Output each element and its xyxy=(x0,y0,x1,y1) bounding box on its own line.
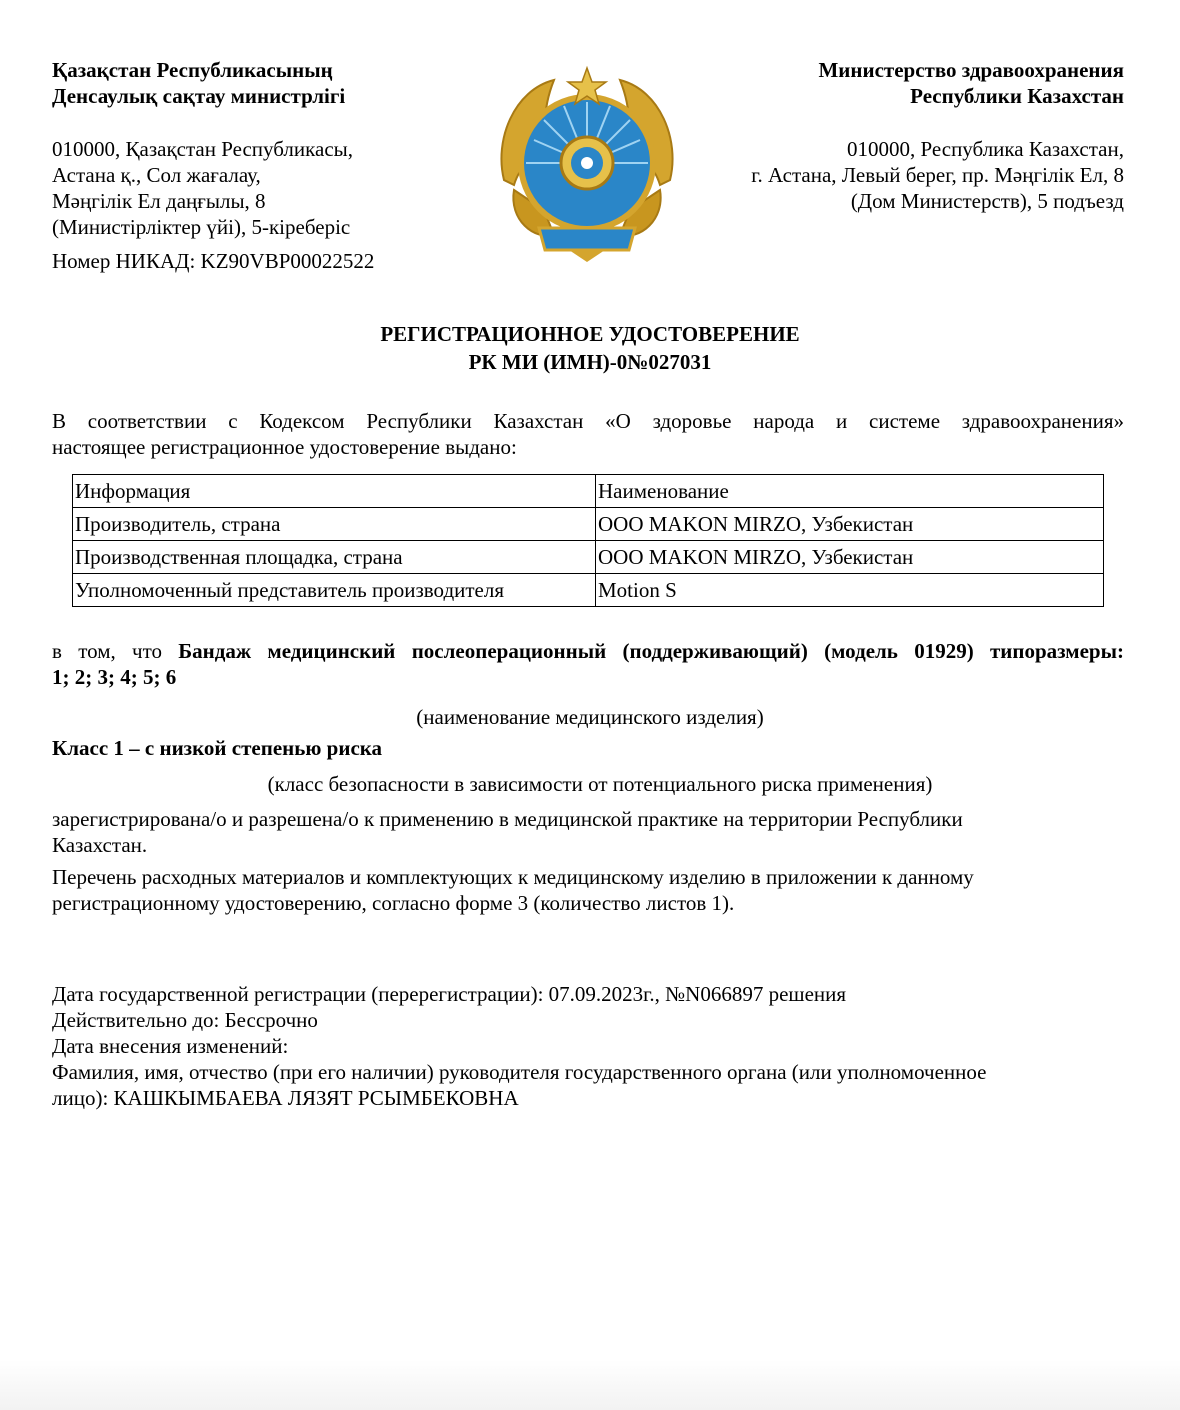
ru-ministry-name-line2: Республики Казахстан xyxy=(910,84,1124,108)
device-line1 xyxy=(52,638,1124,664)
info-table xyxy=(72,474,1104,607)
table-cell: ООО MAKON MIRZO, Узбекистан xyxy=(596,508,1104,541)
intro-line2: настоящее регистрационное удостоверение выдано: xyxy=(52,435,517,459)
nikad-number: Номер НИКАД: KZ90VBP00022522 xyxy=(52,249,375,273)
consumables-paragraph xyxy=(52,864,1124,916)
head-name-line1: Фамилия, имя, отчество (при его наличии) руководителя государственного органа (или уполномоченное xyxy=(52,1060,987,1084)
kz-address-line3: Мәңгілік Ел даңғылы, 8 xyxy=(52,189,266,213)
table-cell: Уполномоченный представитель производителя xyxy=(73,574,596,607)
ru-address-line1: 010000, Республика Казахстан, xyxy=(847,137,1124,161)
intro-paragraph xyxy=(52,408,1124,460)
table-cell: Производственная площадка, страна xyxy=(73,541,596,574)
table-row xyxy=(73,541,1104,574)
registration-line2: Казахстан. xyxy=(52,833,148,857)
registration-line1: зарегистрирована/о и разрешена/о к применению в медицинской практике на территории Республики xyxy=(52,807,963,831)
page-bottom-shade xyxy=(0,1360,1180,1410)
kz-ministry-name-line2: Денсаулық сақтау министрлігі xyxy=(52,84,346,108)
device-paragraph xyxy=(52,638,1124,690)
valid-until: Действительно до: Бессрочно xyxy=(52,1008,318,1032)
kz-address-line2: Астана қ., Сол жағалау, xyxy=(52,163,261,187)
intro-line1: В соответствии с Кодексом Республики Казахстан «О здоровье народа и системе здравоохранения» xyxy=(52,409,1124,433)
table-cell: Информация xyxy=(73,475,596,508)
changes-date: Дата внесения изменений: xyxy=(52,1034,289,1058)
risk-class: Класс 1 – с низкой степенью риска xyxy=(52,736,383,760)
ru-ministry-name-line1: Министерство здравоохранения xyxy=(818,58,1124,82)
kz-address-line1: 010000, Қазақстан Республикасы, xyxy=(52,137,354,161)
consumables-line2: регистрационному удостоверению, согласно форме 3 (количество листов 1). xyxy=(52,891,735,915)
right-header xyxy=(751,57,1124,214)
device-prefix: в том, что xyxy=(52,639,179,663)
kz-ministry-name-line1: Қазақстан Республикасының xyxy=(52,58,333,82)
table-cell: Производитель, страна xyxy=(73,508,596,541)
device-caption: (наименование медицинского изделия) xyxy=(416,705,764,729)
kz-address-line4: (Министірліктер үйі), 5-кіреберіс xyxy=(52,215,351,239)
document-title xyxy=(0,320,1180,376)
certificate-number: РК МИ (ИМН)-0№027031 xyxy=(468,350,712,374)
device-name-line1: Бандаж медицинский послеоперационный (поддерживающий) (модель 01929) типоразмеры: xyxy=(178,639,1125,663)
ru-address-line2: г. Астана, Левый берег, пр. Мәңгілік Ел, 8 xyxy=(751,163,1124,187)
state-emblem-icon xyxy=(484,60,690,266)
document-title-line1: РЕГИСТРАЦИОННОЕ УДОСТОВЕРЕНИЕ xyxy=(380,322,800,346)
consumables-line1: Перечень расходных материалов и комплектующих к медицинскому изделию в приложении к данному xyxy=(52,865,974,889)
table-row xyxy=(73,574,1104,607)
ru-address-line3: (Дом Министерств), 5 подъезд xyxy=(850,189,1124,213)
registration-date: Дата государственной регистрации (перерегистрации): 07.09.2023г., №N066897 решения xyxy=(52,982,847,1006)
dates-section xyxy=(52,981,1124,1111)
table-row xyxy=(73,475,1104,508)
table-cell: Наименование xyxy=(596,475,1104,508)
table-row xyxy=(73,508,1104,541)
left-header xyxy=(52,57,374,274)
table-cell: ООО MAKON MIRZO, Узбекистан xyxy=(596,541,1104,574)
device-name-line2: 1; 2; 3; 4; 5; 6 xyxy=(52,665,177,689)
registration-paragraph xyxy=(52,806,1124,858)
head-name-line2: лицо): КАШКЫМБАЕВА ЛЯЗЯТ РСЫМБЕКОВНА xyxy=(52,1086,519,1110)
risk-class-caption: (класс безопасности в зависимости от потенциального риска применения) xyxy=(267,772,933,796)
table-cell: Motion S xyxy=(596,574,1104,607)
